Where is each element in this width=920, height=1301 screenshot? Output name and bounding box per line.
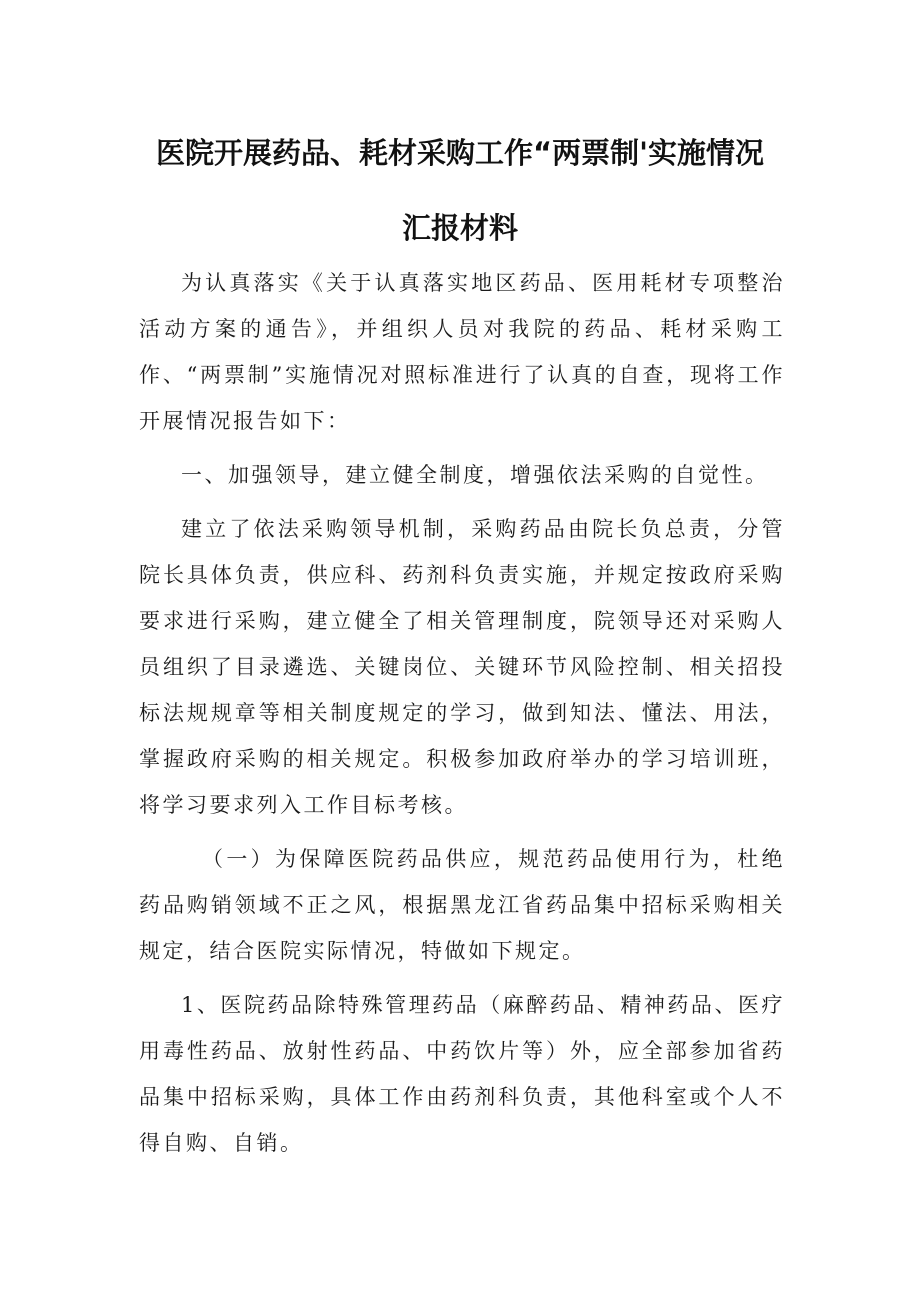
- paragraph-intro: 为认真落实《关于认真落实地区药品、医用耗材专项整治活动方案的通告》，并组织人员对我院的药品、耗材采购工作、“两票制”实施情况对照标准进行了认真的自查，现将工作开展情况报告如下：: [139, 271, 785, 433]
- document-title-line-1: 医院开展药品、耗材采购工作“两票制'实施情况: [156, 136, 764, 170]
- section-heading-1: 一、加强领导，建立健全制度，增强依法采购的自觉性。: [181, 463, 769, 487]
- paragraph-item-1: 1、医院药品除特殊管理药品（麻醉药品、精神药品、医疗用毒性药品、放射性药品、中药饮片等）外，应全部参加省药品集中招标采购，具体工作由药剂科负责，其他科室或个人不得自购、自销。: [139, 993, 785, 1155]
- document-body: [139, 260, 785, 1166]
- paragraph-subsection-1: （一）为保障医院药品供应，规范药品使用行为，杜绝药品购销领域不正之风，根据黑龙江省药品集中招标采购相关规定，结合医院实际情况，特做如下规定。: [139, 847, 785, 963]
- document-title-line-2: 汇报材料: [401, 211, 518, 245]
- paragraph-leadership: 建立了依法采购领导机制，采购药品由院长负总责，分管院长具体负责，供应科、药剂科负责实施，并规定按政府采购要求进行采购，建立健全了相关管理制度，院领导还对采购人员组织了目录遴选、关键岗位、关键环节风险控制、相关招投标法规规章等相关制度规定的学习，做到知法、懂法、用法，掌握政府采购的相关规定。积极参加政府举办的学习培训班，将学习要求列入工作目标考核。: [139, 517, 785, 817]
